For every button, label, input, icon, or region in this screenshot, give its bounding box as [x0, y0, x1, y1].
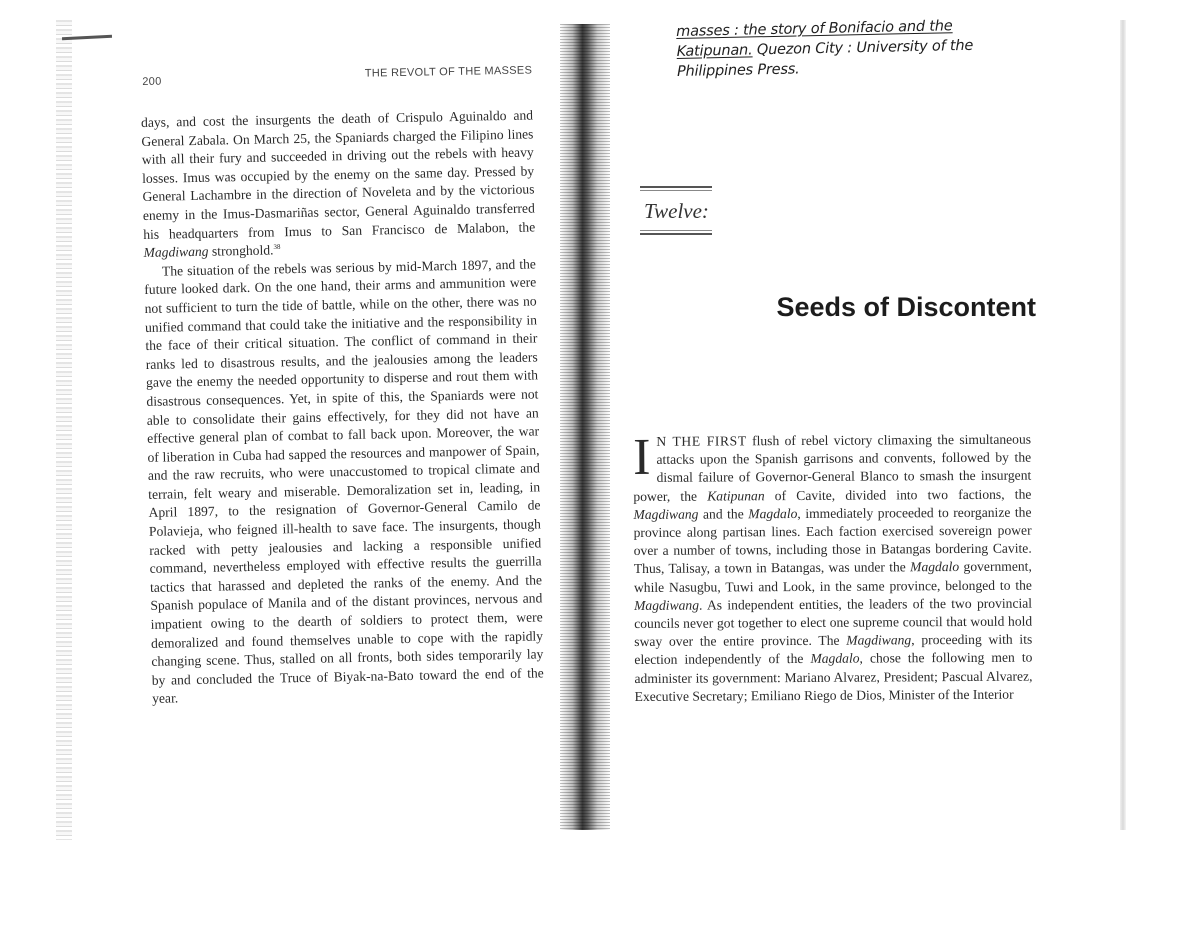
lead-in: N THE FIRST [656, 433, 747, 449]
left-body-text [141, 106, 544, 708]
italic-run: Magdalo [748, 505, 798, 522]
text-run: , immediately proceeded to reorganize the province along partisan lines. Each faction exercised sovereign power over a number of towns, including those in Batangas bordering Cavite. Thus, Talisay, a town in Batangas, was under the [633, 504, 1032, 577]
text-run: The situation of the rebels was serious by mid-March 1897, and the future looked dark. On the one hand, their arms and ammunition were not sufficient to turn the tide of battle, while on the other, there was no unified command that could take the initiative and the responsibility in the face of their critical situation. The conflict of command in their ranks led to disastrous results, and the jealousies among the leaders gave the enemy the needed opportunity to disperse and rout them with disastrous consequences. Yet, in spite of this, the Spaniards were not able to consolidate their gains effectively, for they did not have an effective general plan of combat to fall back upon. Moreover, the war of liberation in Cuba had sapped the resources and manpower of Spain, and the raw recruits, who were unaccustomed to tropical climate and terrain, felt weary and miserable. Demoralization set in, leading, in April 1897, to the resignation of Governor-General Camilo de Polavieja, who feigned ill-health to save face. The insurgents, though racked with petty jealousies and lacking a responsible unified command, nevertheless employed with effective results the guerrilla tactics that harassed and depleted the ranks of the enemy. And the Spanish populace of Manila and of the distant provinces, nervous and impatient owing to the dearth of soldiers to protect them, were demoralized and found themselves unable to cope with the rapidly changing scene. Thus, stalled on all fronts, both sides temporarily lay by and concluded the Truce of Biyak-na-Bato toward the end of the year. [144, 256, 544, 707]
text-run: , proceeding with its election independently of the [634, 631, 1033, 668]
drop-cap: I [632, 428, 651, 486]
italic-run: Magdiwang [846, 632, 912, 648]
left-page [140, 58, 544, 708]
page-number: 200 [142, 75, 162, 88]
text-run: of Cavite, divided into two factions, the [764, 486, 1032, 503]
text-run: . As independent entities, the leaders of the two provincial councils never got together to elect one supreme council that would hold sway over the entire province. The [634, 595, 1033, 650]
divider [640, 186, 712, 188]
chapter-title: Seeds of Discontent [776, 292, 1036, 322]
divider [640, 190, 712, 191]
paragraph [141, 106, 536, 262]
running-title: THE REVOLT OF THE MASSES [364, 64, 533, 80]
handwritten-line: Philippines Press. [676, 61, 800, 80]
divider [640, 233, 712, 235]
divider [640, 230, 712, 231]
text-run: and the [698, 506, 749, 522]
italic-run: Magdiwang [633, 506, 699, 522]
handwritten-line: Katipunan. [676, 42, 753, 60]
footnote-ref: 38 [273, 242, 281, 252]
body-runs [632, 428, 1033, 704]
scan-left-edge [56, 20, 72, 840]
text-run: flush of rebel victory climaxing the simultaneous attacks upon the Spanish garrisons and convents, followed by the dismal failure of Governor-General Blanco to smash the insurgent power, the [633, 431, 1032, 504]
right-body-text [632, 428, 1033, 706]
chapter-number-text: Twelve: [644, 199, 709, 223]
chapter-number [640, 186, 712, 237]
italic-run: Magdiwang [143, 243, 209, 261]
italic-run: Magdalo [910, 559, 960, 575]
italic-run: Katipunan [707, 487, 765, 504]
text-run: government, while Nasugbu, Tuwi and Look, in the same province, belonged to the [633, 558, 1032, 595]
italic-run: Magdiwang [634, 597, 700, 613]
italic-run: Magdalo [810, 651, 860, 667]
book-gutter [560, 24, 610, 830]
handwritten-line: Quezon City : University of the [752, 37, 974, 59]
text-run: stronghold. [208, 242, 274, 259]
text-run: days, and cost the insurgents the death of Crispulo Aguinaldo and General Zabala. On March 25, the Spaniards charged the Filipino lines with all their fury and succeeded in driving out the rebels with heavy losses. Imus was occupied by the enemy on the same day. Pressed by General Lachambre in the direction of Noveleta and by the victorious enemy in the Imus-Dasmariñas sector, General Aguinaldo transferred his headquarters from Imus to San Francisco de Malabon, the [140, 107, 536, 242]
paragraph [144, 255, 544, 709]
right-page [632, 428, 1033, 706]
handwritten-citation [676, 14, 1037, 82]
running-head [140, 58, 532, 88]
scan-right-edge [1120, 20, 1126, 830]
text-run: , chose the following men to administer its government: Mariano Alvarez, President; Pascual Alvarez, Executive Secretary; Emiliano Riego de Dios, Minister of the Interior [634, 650, 1033, 704]
handwritten-line: masses : the story of Bonifacio and the [676, 18, 953, 40]
